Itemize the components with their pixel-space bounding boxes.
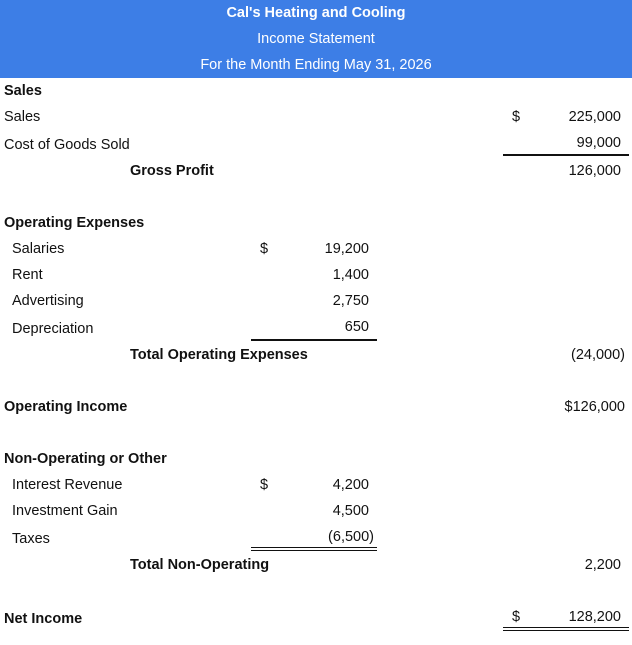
nonop-item-value: 4,500 (332, 503, 369, 519)
total-nonop-value: 2,200 (584, 557, 621, 573)
sales-value: 225,000 (568, 109, 621, 125)
nonop-currency-symbol: $ (260, 477, 269, 493)
nonop-item-label: Taxes (12, 531, 50, 547)
sales-heading: Sales (4, 83, 42, 99)
total-nonop-label: Total Non-Operating (130, 557, 270, 573)
statement-title: Income Statement (257, 31, 375, 47)
gross-profit-value: 126,000 (568, 163, 621, 179)
opex-currency-symbol: $ (260, 241, 269, 257)
operating-income-value: $126,000 (564, 399, 625, 415)
nonop-item-label: Investment Gain (12, 503, 118, 519)
non-operating-heading: Non-Operating or Other (4, 451, 167, 467)
opex-underline (251, 339, 377, 341)
opex-item-value: 2,750 (332, 293, 369, 309)
opex-item-label: Advertising (12, 293, 84, 309)
nonop-item-value: (6,500) (328, 529, 374, 545)
total-opex-value: (24,000) (570, 347, 625, 363)
opex-item-label: Rent (12, 267, 43, 283)
opex-item-value: 1,400 (332, 267, 369, 283)
gross-profit-label: Gross Profit (130, 163, 214, 179)
opex-item-value: 650 (344, 319, 369, 335)
nonop-item-value: 4,200 (332, 477, 369, 493)
cogs-underline (503, 154, 629, 156)
net-income-currency-symbol: $ (512, 609, 521, 625)
statement-period: For the Month Ending May 31, 2026 (200, 57, 432, 73)
nonop-double-underline (251, 547, 377, 551)
operating-expenses-heading: Operating Expenses (4, 215, 145, 231)
statement-header (0, 0, 632, 78)
total-opex-label: Total Operating Expenses (130, 347, 308, 363)
sales-currency-symbol: $ (512, 109, 521, 125)
opex-item-value: 19,200 (324, 241, 369, 257)
net-income-value: 128,200 (568, 609, 621, 625)
net-income-double-underline (503, 627, 629, 631)
operating-income-label: Operating Income (4, 399, 128, 415)
nonop-item-label: Interest Revenue (12, 477, 123, 493)
company-name: Cal's Heating and Cooling (226, 5, 406, 21)
cogs-value: 99,000 (576, 135, 621, 151)
cogs-label: Cost of Goods Sold (4, 137, 130, 153)
sales-label: Sales (4, 109, 41, 125)
opex-item-label: Depreciation (12, 321, 94, 337)
opex-item-label: Salaries (12, 241, 65, 257)
net-income-label: Net Income (4, 611, 83, 627)
